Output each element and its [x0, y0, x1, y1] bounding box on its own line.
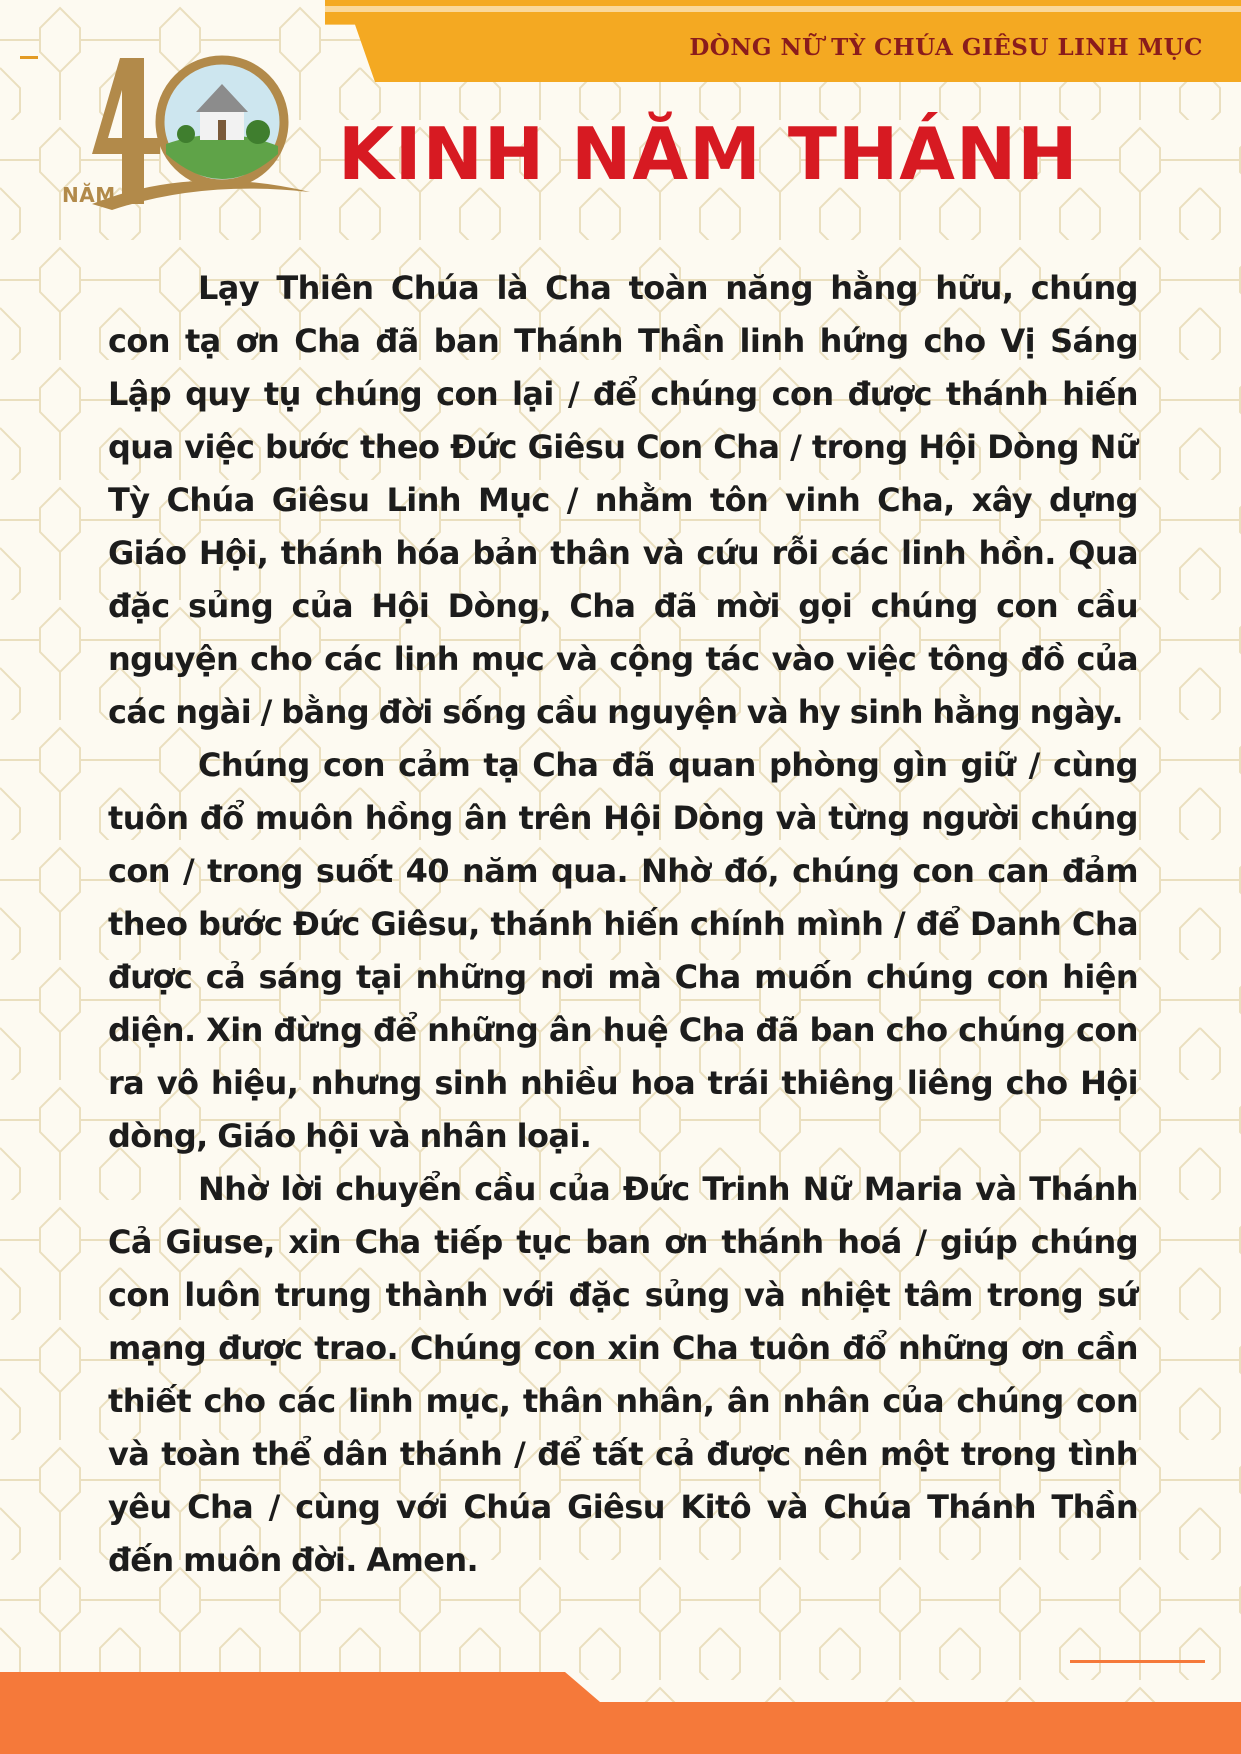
organization-name: DÒNG NỮ TỲ CHÚA GIÊSU LINH MỤC [689, 34, 1203, 61]
logo-label: NĂM [62, 183, 116, 207]
prayer-paragraph: Lạy Thiên Chúa là Cha toàn năng hằng hữu, chúng con tạ ơn Cha đã ban Thánh Thần linh hứng cho Vị Sáng Lập quy tụ chúng con lại / để chúng con được thánh hiến qua việc bước theo Đức Giêsu Con Cha / trong Hội Dòng Nữ Tỳ Chúa Giêsu Linh Mục / nhằm tôn vinh Cha, xây dựng Giáo Hội, thánh hóa bản thân và cứu rỗi các linh hồn. Qua đặc sủng của Hội Dòng, Cha đã mời gọi chúng con cầu nguyện cho các linh mục và cộng tác vào việc tông đồ của các ngài / bằng đời sống cầu nguyện và hy sinh hằng ngày. [108, 269, 1138, 731]
decorative-dash [20, 56, 38, 59]
decorative-dash [1070, 1660, 1205, 1663]
prayer-paragraph: Chúng con cảm tạ Cha đã quan phòng gìn giữ / cùng tuôn đổ muôn hồng ân trên Hội Dòng và từng người chúng con / trong suốt 40 năm qua. Nhờ đó, chúng con can đảm theo bước Đức Giêsu, thánh hiến chính mình / để Danh Cha được cả sáng tại những nơi mà Cha muốn chúng con hiện diện. Xin đừng để những ân huệ Cha đã ban cho chúng con ra vô hiệu, nhưng sinh nhiều hoa trái thiêng liêng cho Hội dòng, Giáo hội và nhân loại. [108, 746, 1138, 1155]
page-title: KINH NĂM THÁNH [338, 112, 1079, 196]
prayer-body [108, 262, 1138, 1587]
prayer-paragraph: Nhờ lời chuyển cầu của Đức Trinh Nữ Maria và Thánh Cả Giuse, xin Cha tiếp tục ban ơn thánh hoá / giúp chúng con luôn trung thành với đặc sủng và nhiệt tâm trong sứ mạng được trao. Chúng con xin Cha tuôn đổ những ơn cần thiết cho các linh mục, thân nhân, ân nhân của chúng con và toàn thể dân thánh / để tất cả được nên một trong tình yêu Cha / cùng với Chúa Giêsu Kitô và Chúa Thánh Thần đến muôn đời. Amen. [108, 1170, 1138, 1579]
header-banner-stripe [325, 6, 1241, 12]
anniversary-logo-icon [52, 54, 312, 244]
